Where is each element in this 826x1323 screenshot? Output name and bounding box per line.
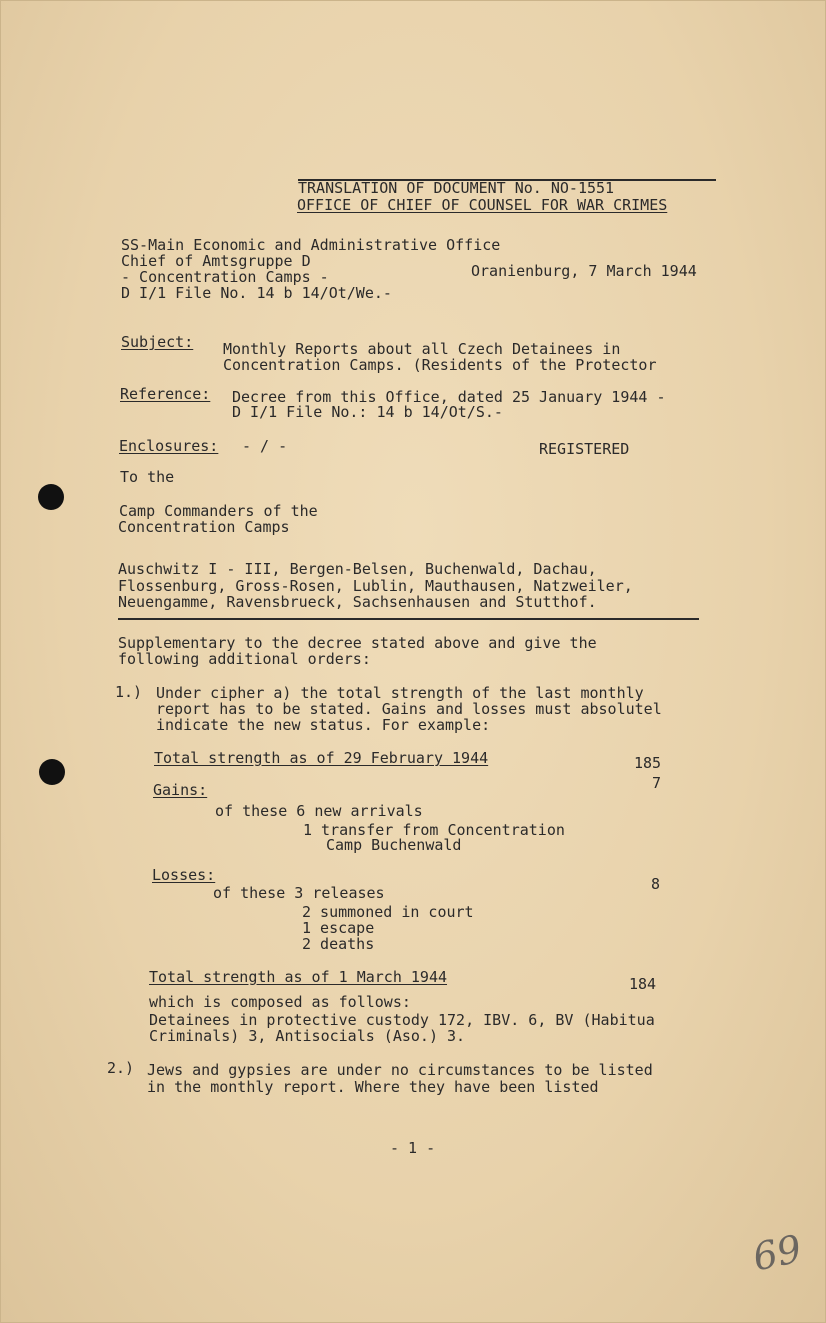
gains-detail-1: of these 6 new arrivals [215,802,423,820]
camps-line-1: Auschwitz I - III, Bergen-Belsen, Buchenwald, Dachau, [118,560,597,578]
subject-line-1: Monthly Reports about all Czech Detainees in [223,340,621,358]
composition-line-1: which is composed as follows: [149,993,411,1011]
sender-line-3: - Concentration Camps - [121,268,329,286]
sender-line-1: SS-Main Economic and Administrative Office [121,236,501,254]
page-number: - 1 - [390,1139,436,1157]
translation-heading: TRANSLATION OF DOCUMENT No. NO-1551 [298,179,615,197]
enclosures-label: Enclosures: [119,437,219,455]
item-1-number: 1.) [115,683,143,701]
composition-line-2: Detainees in protective custody 172, IBV. 6, BV (Habitua [149,1011,655,1029]
sender-line-2: Chief of Amtsgruppe D [121,252,311,270]
losses-detail-3: 1 escape [302,919,375,937]
losses-detail-4: 2 deaths [302,935,375,953]
enclosures-value: - / - [242,437,288,455]
losses-detail-1: of these 3 releases [213,884,385,902]
reference-line-1: Decree from this Office, dated 25 January 1944 - [232,388,666,406]
total-mar-value: 184 [629,975,657,993]
intro-line-2: following additional orders: [118,650,371,668]
gains-detail-3: Camp Buchenwald [326,836,462,854]
losses-label: Losses: [152,866,216,884]
addressee-to: To the [120,468,175,486]
item-1-line-2: report has to be stated. Gains and losses must absolutel [156,700,662,718]
intro-line-1: Supplementary to the decree stated above and give the [118,634,597,652]
gains-label: Gains: [153,781,208,799]
registered-stamp: REGISTERED [539,440,630,458]
item-2-number: 2.) [107,1059,135,1077]
item-1-line-1: Under cipher a) the total strength of the last monthly [156,684,644,702]
subject-label: Subject: [121,333,194,351]
gains-value: 7 [652,774,662,792]
total-feb-label: Total strength as of 29 February 1944 [154,749,489,767]
punch-hole-bottom [39,759,65,785]
recipients-line-2: Concentration Camps [118,518,290,536]
item-2-line-1: Jews and gypsies are under no circumstances to be listed [147,1061,653,1079]
losses-value: 8 [651,875,661,893]
recipients-line-1: Camp Commanders of the [119,502,318,520]
office-heading: OFFICE OF CHIEF OF COUNSEL FOR WAR CRIMES [297,196,668,214]
losses-detail-2: 2 summoned in court [302,903,474,921]
handwritten-archive-number: 69 [748,1226,806,1280]
total-feb-value: 185 [634,754,662,772]
reference-line-2: D I/1 File No.: 14 b 14/Ot/S.- [232,403,503,421]
item-1-line-3: indicate the new status. For example: [156,716,491,734]
camps-line-2: Flossenburg, Gross-Rosen, Lublin, Mauthausen, Natzweiler, [118,577,633,595]
place-date: Oranienburg, 7 March 1944 [471,262,697,280]
subject-line-2: Concentration Camps. (Residents of the Protector [223,356,657,374]
sender-file-number: D I/1 File No. 14 b 14/Ot/We.- [121,284,392,302]
punch-hole-top [38,484,64,510]
reference-label: Reference: [120,385,211,403]
section-divider [118,618,699,620]
total-mar-label: Total strength as of 1 March 1944 [149,968,448,986]
camps-line-3: Neuengamme, Ravensbrueck, Sachsenhausen and Stutthof. [118,593,597,611]
gains-detail-2: 1 transfer from Concentration [303,821,565,839]
item-2-line-2: in the monthly report. Where they have been listed [147,1078,599,1096]
composition-line-3: Criminals) 3, Antisocials (Aso.) 3. [149,1027,466,1045]
